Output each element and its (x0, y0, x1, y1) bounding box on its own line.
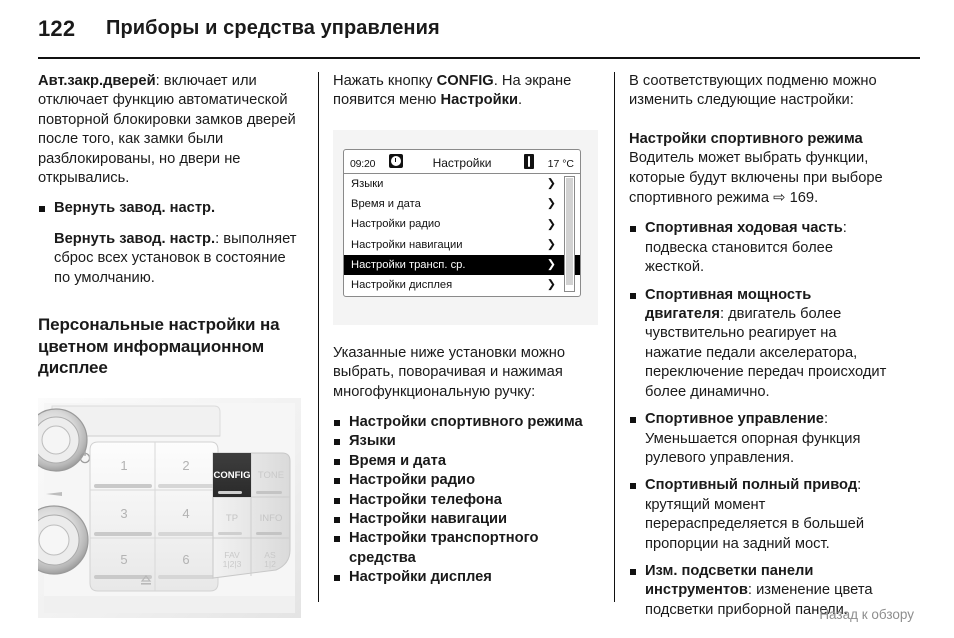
info-display-statusbar (344, 150, 580, 174)
fav-button-label: FAV (224, 549, 240, 560)
bullet-text-sport-chassis: : подвеска становится более жесткой. (645, 220, 847, 276)
display-menu-item-time-date[interactable] (344, 194, 580, 214)
chevron-right-icon: ❯ (546, 278, 556, 291)
info-display-figure (333, 130, 598, 325)
display-temperature: 17 °C (547, 157, 574, 170)
bullet-restore-defaults-label: Вернуть завод. настр. (54, 200, 216, 217)
display-clock: 09:20 (350, 157, 376, 170)
settings-item-time-date: Время и дата (349, 452, 447, 469)
list-item (629, 410, 894, 468)
sport-mode-bullet-list (629, 219, 894, 620)
list-item (333, 491, 598, 510)
page-header (38, 16, 920, 58)
console-photo (38, 398, 301, 618)
press-config-bold1: CONFIG (436, 73, 494, 89)
chevron-right-icon: ❯ (546, 177, 556, 190)
settings-item-navigation: Настройки навигации (349, 511, 508, 528)
press-config-part1: Нажать кнопку (333, 73, 437, 89)
info-display-menu-list (344, 174, 580, 296)
chevron-right-icon: ❯ (546, 258, 556, 271)
right-key-cluster (213, 453, 290, 578)
column-two (333, 72, 598, 588)
display-menu-item-vehicle-selected[interactable] (344, 255, 580, 275)
display-scrollbar-thumb[interactable] (566, 178, 573, 285)
info-display-bezel (343, 149, 581, 297)
preset-key-block (90, 442, 218, 591)
list-item (38, 199, 303, 218)
list-item (333, 529, 598, 568)
paragraph-auto-door-lock-text: : включает или отключает функцию автоматической повторной блокировки замков дверей после того, как замки были разблокированы, но двери не открывались. (38, 73, 296, 187)
paragraph-restore-defaults-text: : выполняет сброс всех установок в состояние по умолчанию. (54, 230, 297, 286)
thermometer-icon (524, 154, 534, 169)
page-number: 122 (38, 16, 76, 41)
chevron-right-icon: ❯ (546, 238, 556, 251)
svg-text:3: 3 (120, 505, 128, 521)
config-button-label: CONFIG (213, 469, 251, 481)
svg-text:1|2: 1|2 (264, 558, 276, 569)
paragraph-press-config (333, 72, 598, 111)
list-item (333, 413, 598, 432)
term-restore-defaults: Вернуть завод. настр. (54, 230, 216, 247)
column-divider-2 (614, 72, 615, 602)
svg-text:1: 1 (120, 457, 128, 473)
paragraph-submenu-intro: В соответствующих подменю можно изменить следующие настройки: (629, 73, 877, 109)
bullet-text-sport-engine-power: : двигатель более чувствительно реагирует на нажатие педали акселератора, переключение передач происходит более динамично. (645, 306, 887, 400)
bullet-lead-sport-awd: Спортивный полный привод (645, 477, 858, 494)
display-menu-item-languages[interactable] (344, 174, 580, 194)
svg-text:1|2|3: 1|2|3 (222, 558, 242, 569)
settings-item-phone: Настройки телефона (349, 491, 502, 508)
settings-bullet-list (333, 413, 598, 588)
paragraph-auto-door-lock (38, 72, 303, 188)
column-one (38, 72, 303, 618)
bullet-text-sport-steering: : Уменьшается опорная функция рулевого управления. (645, 411, 861, 466)
list-item (629, 476, 894, 554)
settings-item-sport-mode: Настройки спортивного режима (349, 414, 583, 431)
list-item (629, 219, 894, 277)
page-reference-number: 169. (785, 190, 819, 207)
list-item (333, 471, 598, 490)
settings-item-display: Настройки дисплея (349, 569, 492, 586)
press-config-part3: . (518, 92, 523, 109)
display-menu-item-label: Настройки навигации (351, 238, 463, 251)
bullet-lead-sport-steering: Спортивное управление (645, 411, 824, 428)
settings-item-vehicle: Настройки транспортного средства (349, 530, 539, 566)
display-scrollbar[interactable] (564, 176, 575, 292)
display-menu-item-navigation[interactable] (344, 235, 580, 255)
paragraph-sport-mode-text: Водитель может выбрать функции, которые будут включены при выборе спортивного режима (629, 150, 883, 207)
as-button-label: AS (264, 549, 276, 560)
display-menu-item-label: Настройки дисплея (351, 279, 453, 292)
header-divider (38, 57, 920, 59)
paragraph-sport-mode (629, 149, 894, 208)
display-menu-item-display[interactable] (344, 275, 580, 295)
display-menu-item-label: Настройки радио (351, 218, 441, 231)
info-button-label: INFO (259, 512, 283, 524)
bullet-lead-sport-engine-power: Спортивная мощность двигателя (645, 286, 812, 323)
display-menu-item-radio[interactable] (344, 214, 580, 234)
list-item (629, 286, 894, 402)
svg-text:5: 5 (120, 551, 128, 567)
tp-button-label: TP (225, 512, 239, 524)
svg-text:6: 6 (182, 551, 190, 567)
section-heading-personal-settings: Персональные настройки на цветном информационном дисплее (38, 315, 280, 378)
bullet-text-instrument-lighting: : изменение цвета подсветки приборной панели. (645, 582, 873, 618)
bullet-list-restore (38, 199, 303, 218)
settings-item-radio: Настройки радио (349, 472, 476, 489)
subheading-sport-mode-settings: Настройки спортивного режима (629, 130, 863, 147)
chevron-right-icon: ❯ (546, 197, 556, 210)
display-menu-item-label: Настройки трансп. ср. (351, 259, 466, 271)
tone-button-label: TONE (257, 469, 285, 481)
page-title: Приборы и средства управления (106, 17, 440, 39)
back-to-overview-link[interactable]: Назад к обзору (819, 607, 914, 622)
svg-text:4: 4 (182, 505, 190, 521)
display-title: Настройки (432, 155, 492, 170)
list-item (333, 452, 598, 471)
list-item (333, 432, 598, 451)
press-config-bold2: Настройки (440, 92, 518, 109)
bullet-text-sport-awd: : крутящий момент перераспределяется в большей пропорции на задний мост. (645, 477, 865, 552)
display-menu-item-label: Время и дата (351, 198, 421, 211)
paragraph-settings-selection: Указанные ниже установки можно выбрать, поворачивая и нажимая многофункциональную ручку: (333, 344, 565, 400)
list-item (333, 568, 598, 587)
chevron-right-icon: ❯ (546, 218, 556, 231)
column-divider-1 (318, 72, 319, 602)
svg-text:2: 2 (182, 457, 190, 473)
press-config-part2: . На экране появится меню (333, 73, 572, 109)
page-reference-arrow-icon: ⇨ (773, 189, 786, 207)
bullet-lead-instrument-lighting: Изм. подсветки панели инструментов (645, 562, 814, 599)
list-item (333, 510, 598, 529)
paragraph-restore-defaults (38, 230, 303, 288)
console-photo-figure (38, 398, 301, 618)
column-three (629, 72, 894, 620)
bullet-lead-sport-chassis: Спортивная ходовая часть (645, 220, 843, 237)
settings-item-languages: Языки (349, 433, 396, 450)
display-menu-item-label: Языки (351, 177, 384, 190)
term-auto-door-lock: Авт.закр.дверей (38, 73, 156, 89)
